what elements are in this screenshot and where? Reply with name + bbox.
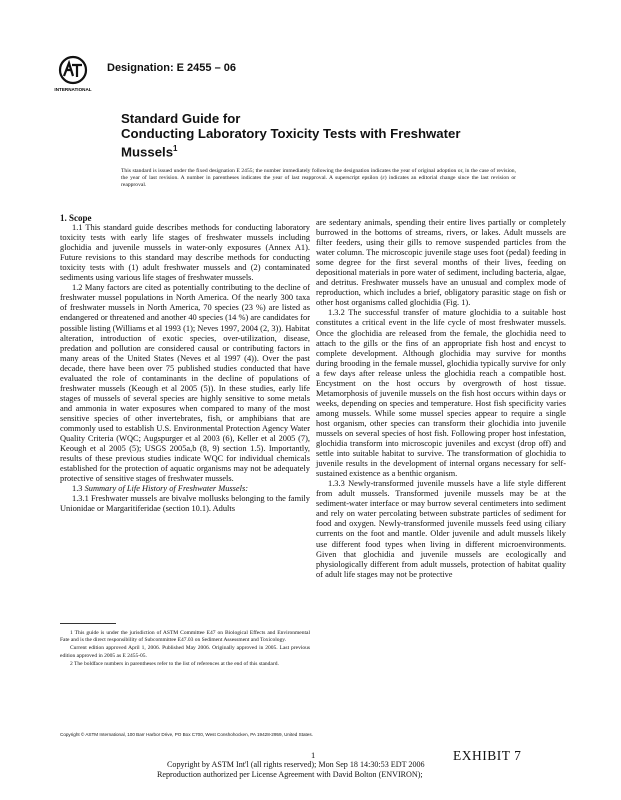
copyright-line: Copyright © ASTM International, 100 Barr Harbor Drive, PO Box C700, West Conshohocken, PA 19428-2959, United States. <box>60 732 313 737</box>
right-column <box>316 218 566 580</box>
paragraph-1-1: 1.1 This standard guide describes methods for conducting laboratory toxicity tests with early life stages of freshwater mussels including glochidia and juvenile mussels in water-only exposures (Annex A1). Future revisions to this standard may describe methods for conducting toxicity tests with (1) adult freshwater mussels and (2) contaminated sediments using various life stages of freshwater mussels. <box>60 223 310 283</box>
page-number: 1 <box>311 750 316 760</box>
title-line-1: Standard Guide for <box>121 111 241 126</box>
logo-text: INTERNATIONAL <box>54 87 92 92</box>
license-stamp: Reproduction authorized per License Agreement with David Bolton (ENVIRON); <box>157 770 423 779</box>
paragraph-1-3-1: 1.3.1 Freshwater mussels are bivalve mollusks belonging to the family Unionidae or Margaritiferidae (section 10.1). Adults <box>60 494 310 514</box>
designation: Designation: E 2455 – 06 <box>107 62 236 74</box>
copyright-stamp: Copyright by ASTM Int'l (all rights reserved); Mon Sep 18 14:30:53 EDT 2006 <box>167 760 425 769</box>
paragraph-1-3-3: 1.3.3 Newly-transformed juvenile mussels have a life style different from adult mussels. Transformed juvenile mussels may be at the sediment-water interface or may burrow several centimeters into sediment and rely on water percolating between substrate particles of sediment for food and oxygen. Newly-transformed juvenile mussels feed using ciliary currents on the foot and mantle. Older juvenile and adult mussels likely use different food types when living in different microenvironments. Given that glochidia and juvenile mussels are ecologically and physiologically different from adult mussels, protection of habitat quality of adult life stages may not be protective <box>316 479 566 579</box>
astm-international-logo-icon <box>54 55 92 95</box>
title-footnote-mark: 1 <box>173 144 178 153</box>
scope-heading: 1. Scope <box>60 213 92 223</box>
paragraph-1-3-heading: Summary of Life History of Freshwater Mussels: <box>84 484 249 494</box>
footnotes <box>60 630 310 669</box>
title-line-3: Mussels <box>121 144 174 160</box>
left-column <box>60 213 310 514</box>
paragraph-1-3-2: 1.3.2 The successful transfer of mature glochidia to a suitable host constitutes a critical event in the life cycle of most freshwater mussels. Once the glochidia are released from the female, the glochidia need to attach to the gills or the fins of an appropriate fish host and encyst to complete development. Although glochidia may survive for months during brooding in the female mussel, glochidia typically survive for only a few days after release unless the glochidia reach a compatible host. Encystment on the host occurs by overgrowth of host tissue. Metamorphosis of juvenile mussels on the fish host occurs within days or weeks, depending on species and temperature. Host fish specificity varies among mussels. While some mussel species appear to require a single host organism, other species can transform their glochidia into juvenile mussels on several species of host fish. Following proper host infestation, glochidia transform into microscopic juveniles and excyst (drop off) and settle into suitable habitat to survive. The transformation of glochidia to juvenile results in the development of internal organs necessary for self-sustained existence as a benthic organism. <box>316 308 566 479</box>
paragraph-1-2: 1.2 Many factors are cited as potentially contributing to the decline of freshwater mussel populations in North America. Of the nearly 300 taxa of freshwater mussels in North America, 70 species (23 %) are listed as endangered or threatened and another 40 species (14 %) are candidates for possible listing (Williams et al 1993 (1); Neves 1997, 2004 (2, 3)). Habitat alteration, introduction of exotic species, over-utilization, disease, predation and pollution are considered causal or contributing factors in many areas of the United States (Neves et al 1997 (4)). Over the past decade, there have been over 75 published studies conducted that have evaluated the role of contaminants in the decline of populations of freshwater mussels (Keough et al 2005 (5)). In these studies, early life stages of mussels of several species are highly sensitive to some metals and ammonia in water exposures when compared to many of the most sensitive species of other invertebrates, fish, or amphibians that are commonly used to establish U.S. Environmental Protection Agency Water Quality Criteria (WQC; Augspurger et al 2003 (6), Keller et al 2005 (7), Keough et al 2005 (5); USGS 2005a,b (8, 9) section 1.5). Importantly, results of these previous studies indicate WQC for individual chemicals established for the protection of aquatic organisms may not be adequately protective of sensitive stages of freshwater mussels. <box>60 283 310 484</box>
paragraph-1-3 <box>60 484 310 494</box>
astm-logo <box>54 55 92 95</box>
paragraph-1-3-label: 1.3 <box>72 484 83 494</box>
footnote-rule <box>60 623 116 624</box>
footnote-2: 2 The boldface numbers in parentheses refer to the list of references at the end of this standard. <box>70 660 279 667</box>
document-title <box>121 111 541 159</box>
exhibit-stamp: EXHIBIT 7 <box>453 748 522 763</box>
title-line-2: Conducting Laboratory Toxicity Tests with Freshwater <box>121 126 461 141</box>
paragraph-1-3-1-cont: are sedentary animals, spending their entire lives partially or completely burrowed in the bottoms of streams, rivers, or lakes. Adult mussels are filter feeders, using their gills to remove suspended particles from the water column. The microscopic juvenile stage uses foot (pedal) feeding in some degree for the first several months of their lives, feeding on depositional materials in pore water of sediment, including bacteria, algae, and detritus. Freshwater mussels have an unusual and complex mode of reproduction, which includes a brief, obligatory parasitic stage on fish or other host organisms called glochidia (Fig. 1). <box>316 218 566 308</box>
standard-notice: This standard is issued under the fixed designation E 2455; the number immediately following the designation indicates the year of original adoption or, in the case of revision, the year of last revision. A number in parentheses indicates the year of last reapproval. A superscript epsilon (ε) indicates an editorial change since the last revision or reapproval. <box>121 168 516 188</box>
footnote-1-edition: Current edition approved April 1, 2006. Published May 2006. Originally approved in 2005. Last previous edition approved in 2005 as E 2455-05. <box>60 645 310 659</box>
footnote-1: 1 This guide is under the jurisdiction of ASTM Committee E47 on Biological Effects and Environmental Fate and is the direct responsibility of Subcommittee E47.03 on Sediment Assessment and Toxicology. <box>60 630 310 644</box>
